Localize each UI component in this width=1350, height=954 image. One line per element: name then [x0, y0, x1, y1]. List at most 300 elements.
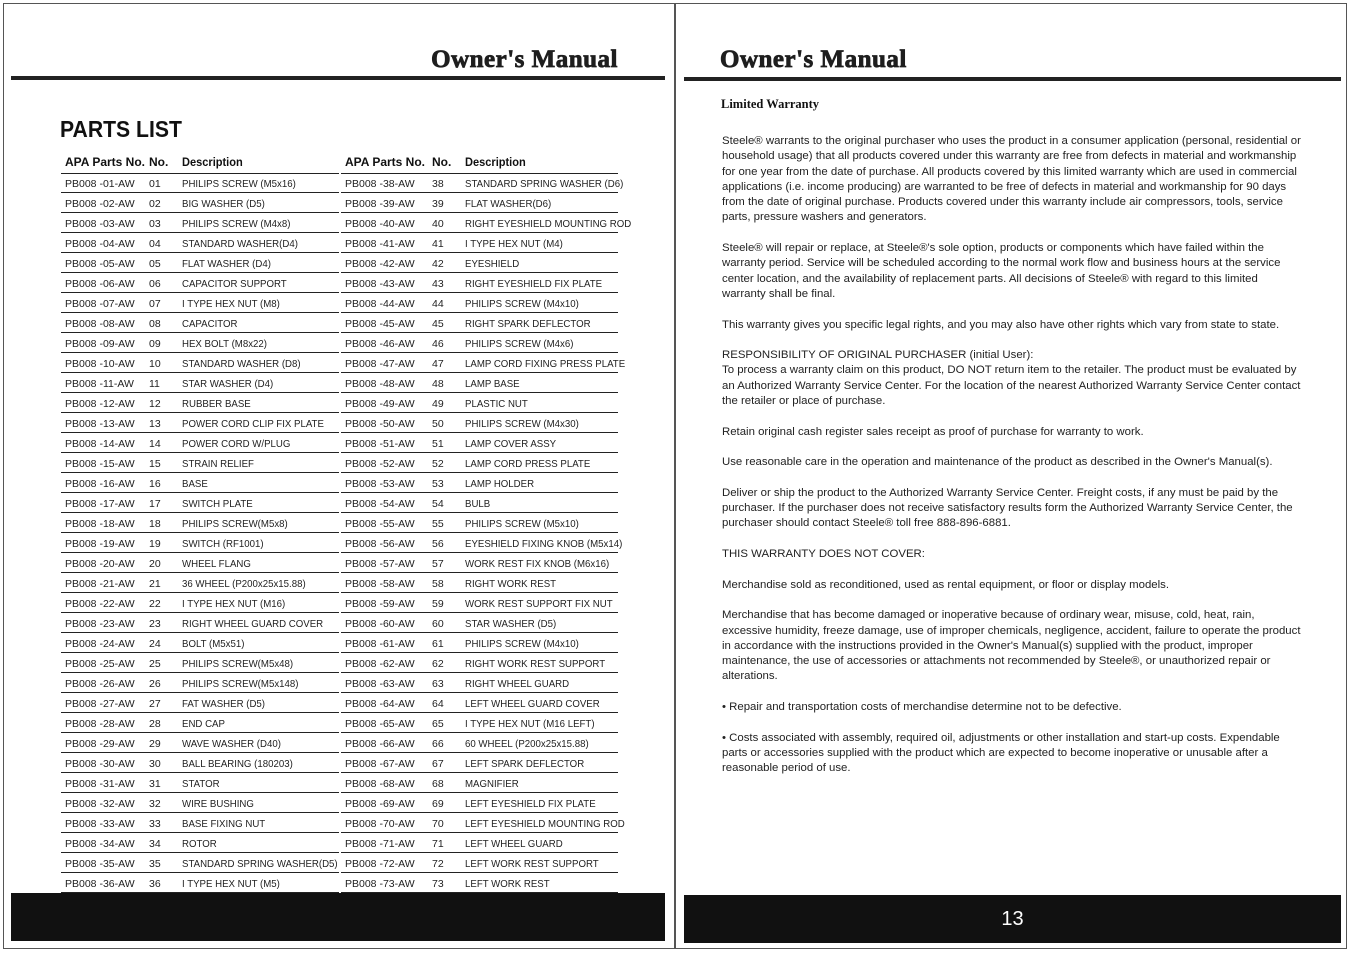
part-number-cell: PB008 -25-AW [65, 658, 135, 670]
right-header-title: Owner's Manual [720, 46, 907, 73]
warranty-paragraph: Merchandise that has become damaged or inoperative because of ordinary wear, misuse, cold, heat, rain, excessive humidity, freeze damage, use of improper chemicals, negligence, accident, failure to operate the product in accordance with the instructions provided in the Owner's Manual(s) supplied with the product, improper maintenance, the use of accessories or attachments not recommended by Steele®, or unauthorized repair or alterations. [722, 609, 1301, 683]
description-cell: PHILIPS SCREW(M5x8) [182, 518, 288, 530]
part-number-cell: PB008 -58-AW [345, 578, 415, 590]
item-number-cell: 27 [149, 698, 161, 710]
item-number-cell: 33 [149, 818, 161, 830]
page-number: 13 [1001, 908, 1024, 930]
item-number-cell: 12 [149, 398, 161, 410]
description-cell: BIG WASHER (D5) [182, 198, 265, 210]
right-page [675, 3, 1347, 949]
part-number-cell: PB008 -52-AW [345, 458, 415, 470]
table-row [341, 554, 618, 573]
table-row [341, 354, 626, 373]
warranty-paragraph: Use reasonable care in the operation and maintenance of the product as described in the Owner's Manual(s). [722, 456, 1273, 469]
part-number-cell: PB008 -63-AW [345, 678, 415, 690]
col-apa-parts-no: APA Parts No. [65, 155, 146, 169]
item-number-cell: 69 [432, 798, 444, 810]
table-row [61, 734, 339, 753]
item-number-cell: 67 [432, 758, 444, 770]
table-row [61, 774, 339, 793]
item-number-cell: 10 [149, 358, 161, 370]
description-cell: LEFT EYESHIELD FIX PLATE [465, 798, 596, 810]
item-number-cell: 22 [149, 598, 161, 610]
col-no: No. [149, 155, 169, 169]
item-number-cell: 39 [432, 198, 444, 210]
description-cell: FAT WASHER (D5) [182, 698, 266, 710]
table-row [61, 374, 339, 393]
table-row [341, 534, 623, 553]
table-row [61, 354, 339, 373]
part-number-cell: PB008 -40-AW [345, 218, 415, 230]
left-header-title: Owner's Manual [431, 46, 618, 73]
part-number-cell: PB008 -10-AW [65, 358, 135, 370]
table-row [341, 334, 618, 353]
description-cell: PHILIPS SCREW (M4x6) [465, 338, 574, 350]
col-description: Description [182, 155, 243, 169]
left-page [3, 3, 675, 949]
description-cell: PHILIPS SCREW (M5x10) [465, 518, 579, 530]
table-row [61, 554, 339, 573]
description-cell: BOLT (M5x51) [182, 638, 245, 650]
table-body [61, 174, 339, 913]
item-number-cell: 30 [149, 758, 161, 770]
table-row [341, 814, 625, 833]
part-number-cell: PB008 -41-AW [345, 238, 415, 250]
description-cell: I TYPE HEX NUT (M16 LEFT) [465, 718, 595, 730]
table-row [61, 754, 339, 773]
table-row [341, 834, 618, 853]
description-cell: STAR WASHER (D4) [182, 378, 274, 390]
part-number-cell: PB008 -30-AW [65, 758, 135, 770]
item-number-cell: 50 [432, 418, 444, 430]
col-apa-parts-no: APA Parts No. [345, 155, 426, 169]
table-row [61, 874, 339, 893]
warranty-paragraph: Merchandise sold as reconditioned, used as rental equipment, or floor or display models. [722, 578, 1170, 591]
part-number-cell: PB008 -47-AW [345, 358, 415, 370]
description-cell: LEFT EYESHIELD MOUNTING ROD [465, 818, 625, 830]
item-number-cell: 45 [432, 318, 444, 330]
table-row [341, 574, 618, 593]
part-number-cell: PB008 -35-AW [65, 858, 135, 870]
description-cell: RIGHT EYESHIELD MOUNTING ROD [465, 218, 632, 230]
part-number-cell: PB008 -34-AW [65, 838, 135, 850]
description-cell: PHILIPS SCREW (M5x16) [182, 178, 296, 190]
table-row [61, 254, 339, 273]
table-row [61, 314, 339, 333]
col-description: Description [465, 155, 526, 169]
item-number-cell: 59 [432, 598, 444, 610]
part-number-cell: PB008 -11-AW [65, 378, 134, 390]
part-number-cell: PB008 -07-AW [65, 298, 135, 310]
description-cell: BULB [465, 498, 491, 510]
table-body [341, 174, 632, 913]
description-cell: PLASTIC NUT [465, 398, 528, 410]
description-cell: STANDARD SPRING WASHER(D5) [182, 858, 338, 870]
description-cell: EYESHIELD [465, 258, 520, 270]
description-cell: PHILIPS SCREW(M5x148) [182, 678, 299, 690]
item-number-cell: 20 [149, 558, 161, 570]
item-number-cell: 49 [432, 398, 444, 410]
table-header [61, 151, 339, 174]
description-cell: FLAT WASHER(D6) [465, 198, 552, 210]
item-number-cell: 32 [149, 798, 161, 810]
part-number-cell: PB008 -45-AW [345, 318, 415, 330]
table-row [341, 414, 618, 433]
table-row [341, 194, 618, 213]
item-number-cell: 35 [149, 858, 161, 870]
item-number-cell: 18 [149, 518, 161, 530]
warranty-bullet: • Repair and transportation costs of merchandise determine not to be defective. [722, 700, 1122, 713]
table-row [341, 454, 618, 473]
table-row [61, 294, 339, 313]
description-cell: CAPACITOR SUPPORT [182, 278, 287, 290]
part-number-cell: PB008 -64-AW [345, 698, 415, 710]
item-number-cell: 21 [149, 578, 161, 590]
part-number-cell: PB008 -19-AW [65, 538, 135, 550]
table-row [341, 214, 632, 233]
warranty-paragraph: This warranty gives you specific legal rights, and you may also have other rights which vary from state to state. [722, 318, 1280, 331]
table-row [61, 794, 339, 813]
table-row [341, 594, 618, 613]
table-row [341, 374, 618, 393]
description-cell: PHILIPS SCREW (M4x30) [465, 418, 579, 430]
description-cell: RIGHT WHEEL GUARD COVER [182, 618, 324, 630]
description-cell: I TYPE HEX NUT (M8) [182, 298, 280, 310]
description-cell: EYESHIELD FIXING KNOB (M5x14) [465, 538, 623, 550]
description-cell: I TYPE HEX NUT (M16) [182, 598, 286, 610]
item-number-cell: 54 [432, 498, 444, 510]
table-row [341, 394, 618, 413]
part-number-cell: PB008 -08-AW [65, 318, 135, 330]
table-row [61, 714, 339, 733]
table-row [61, 534, 339, 553]
description-cell: WAVE WASHER (D40) [182, 738, 281, 750]
description-cell: 36 WHEEL (P200x25x15.88) [182, 578, 306, 590]
part-number-cell: PB008 -22-AW [65, 598, 135, 610]
table-row [61, 414, 339, 433]
part-number-cell: PB008 -70-AW [345, 818, 415, 830]
parts-list-title: PARTS LIST [60, 116, 182, 142]
table-row [341, 234, 618, 253]
description-cell: RUBBER BASE [182, 398, 251, 410]
table-row [341, 294, 618, 313]
item-number-cell: 62 [432, 658, 444, 670]
table-row [61, 594, 339, 613]
description-cell: WORK REST SUPPORT FIX NUT [465, 598, 613, 610]
item-number-cell: 24 [149, 638, 161, 650]
item-number-cell: 14 [149, 438, 161, 450]
part-number-cell: PB008 -43-AW [345, 278, 415, 290]
description-cell: BASE [182, 478, 208, 490]
table-row [61, 814, 339, 833]
part-number-cell: PB008 -66-AW [345, 738, 415, 750]
part-number-cell: PB008 -38-AW [345, 178, 415, 190]
part-number-cell: PB008 -53-AW [345, 478, 415, 490]
item-number-cell: 47 [432, 358, 444, 370]
description-cell: PHILIPS SCREW (M4x10) [465, 638, 579, 650]
item-number-cell: 25 [149, 658, 161, 670]
description-cell: HEX BOLT (M8x22) [182, 338, 267, 350]
part-number-cell: PB008 -72-AW [345, 858, 415, 870]
part-number-cell: PB008 -32-AW [65, 798, 135, 810]
description-cell: STANDARD SPRING WASHER (D6) [465, 178, 624, 190]
description-cell: PHILIPS SCREW (M4x10) [465, 298, 579, 310]
part-number-cell: PB008 -61-AW [345, 638, 415, 650]
part-number-cell: PB008 -05-AW [65, 258, 135, 270]
item-number-cell: 11 [149, 378, 160, 390]
table-row [341, 874, 618, 893]
table-row [341, 174, 624, 193]
right-header-rule [684, 77, 1341, 81]
description-cell: LEFT WHEEL GUARD [465, 838, 563, 850]
part-number-cell: PB008 -06-AW [65, 278, 135, 290]
item-number-cell: 34 [149, 838, 161, 850]
table-row [341, 474, 618, 493]
item-number-cell: 58 [432, 578, 444, 590]
part-number-cell: PB008 -21-AW [65, 578, 135, 590]
table-header [341, 151, 618, 174]
table-row [341, 274, 618, 293]
warranty-paragraph: RESPONSIBILITY OF ORIGINAL PURCHASER (initial User): To process a warranty claim on this product, DO NOT return item to the retailer. The product must be evaluated by an Authorized Warranty Service Center. For the location of the nearest Authorized Warranty Service Center contact the retailer or place of purchase. [722, 349, 1301, 408]
part-number-cell: PB008 -17-AW [65, 498, 135, 510]
part-number-cell: PB008 -44-AW [345, 298, 415, 310]
item-number-cell: 13 [149, 418, 161, 430]
item-number-cell: 44 [432, 298, 444, 310]
part-number-cell: PB008 -56-AW [345, 538, 415, 550]
part-number-cell: PB008 -26-AW [65, 678, 135, 690]
description-cell: STATOR [182, 778, 220, 790]
part-number-cell: PB008 -04-AW [65, 238, 135, 250]
description-cell: RIGHT WORK REST SUPPORT [465, 658, 606, 670]
table-row [61, 634, 339, 653]
item-number-cell: 23 [149, 618, 161, 630]
table-row [61, 334, 339, 353]
part-number-cell: PB008 -48-AW [345, 378, 415, 390]
part-number-cell: PB008 -68-AW [345, 778, 415, 790]
parts-table-1 [61, 151, 339, 914]
part-number-cell: PB008 -24-AW [65, 638, 135, 650]
description-cell: PHILIPS SCREW (M4x8) [182, 218, 291, 230]
table-row [341, 754, 618, 773]
table-row [61, 514, 339, 533]
part-number-cell: PB008 -14-AW [65, 438, 135, 450]
part-number-cell: PB008 -28-AW [65, 718, 135, 730]
part-number-cell: PB008 -36-AW [65, 878, 135, 890]
table-row [61, 214, 339, 233]
item-number-cell: 53 [432, 478, 444, 490]
item-number-cell: 71 [432, 838, 444, 850]
description-cell: LAMP CORD FIXING PRESS PLATE [465, 358, 626, 370]
item-number-cell: 63 [432, 678, 444, 690]
description-cell: END CAP [182, 718, 225, 730]
description-cell: STANDARD WASHER(D4) [182, 238, 298, 250]
description-cell: RIGHT WORK REST [465, 578, 557, 590]
description-cell: LAMP BASE [465, 378, 520, 390]
description-cell: ROTOR [182, 838, 217, 850]
description-cell: LAMP COVER ASSY [465, 438, 557, 450]
description-cell: LAMP HOLDER [465, 478, 535, 490]
description-cell: PHILIPS SCREW(M5x48) [182, 658, 294, 670]
table-row [341, 674, 618, 693]
part-number-cell: PB008 -20-AW [65, 558, 135, 570]
table-row [341, 654, 618, 673]
item-number-cell: 42 [432, 258, 444, 270]
description-cell: RIGHT SPARK DEFLECTOR [465, 318, 591, 330]
part-number-cell: PB008 -62-AW [345, 658, 415, 670]
item-number-cell: 52 [432, 458, 444, 470]
table-row [61, 434, 339, 453]
part-number-cell: PB008 -73-AW [345, 878, 415, 890]
table-row [341, 314, 618, 333]
table-row [61, 674, 339, 693]
description-cell: LEFT WORK REST SUPPORT [465, 858, 599, 870]
description-cell: CAPACITOR [182, 318, 238, 330]
item-number-cell: 64 [432, 698, 444, 710]
left-header-rule [11, 76, 665, 80]
item-number-cell: 55 [432, 518, 444, 530]
description-cell: LEFT WHEEL GUARD COVER [465, 698, 600, 710]
col-no: No. [432, 155, 452, 169]
item-number-cell: 31 [149, 778, 161, 790]
table-row [61, 174, 339, 193]
description-cell: POWER CORD CLIP FIX PLATE [182, 418, 324, 430]
part-number-cell: PB008 -69-AW [345, 798, 415, 810]
item-number-cell: 41 [432, 238, 444, 250]
table-row [341, 854, 618, 873]
item-number-cell: 68 [432, 778, 444, 790]
part-number-cell: PB008 -13-AW [65, 418, 135, 430]
table-row [61, 454, 339, 473]
item-number-cell: 19 [149, 538, 161, 550]
item-number-cell: 36 [149, 878, 161, 890]
part-number-cell: PB008 -15-AW [65, 458, 135, 470]
description-cell: BALL BEARING (180203) [182, 758, 293, 770]
table-row [341, 794, 618, 813]
description-cell: RIGHT WHEEL GUARD [465, 678, 570, 690]
part-number-cell: PB008 -03-AW [65, 218, 135, 230]
item-number-cell: 43 [432, 278, 444, 290]
part-number-cell: PB008 -51-AW [345, 438, 415, 450]
description-cell: LEFT SPARK DEFLECTOR [465, 758, 585, 770]
description-cell: LAMP CORD PRESS PLATE [465, 458, 591, 470]
item-number-cell: 48 [432, 378, 444, 390]
item-number-cell: 72 [432, 858, 444, 870]
part-number-cell: PB008 -33-AW [65, 818, 135, 830]
table-row [61, 834, 339, 853]
item-number-cell: 66 [432, 738, 444, 750]
part-number-cell: PB008 -27-AW [65, 698, 135, 710]
item-number-cell: 07 [149, 298, 161, 310]
part-number-cell: PB008 -49-AW [345, 398, 415, 410]
item-number-cell: 05 [149, 258, 161, 270]
part-number-cell: PB008 -31-AW [65, 778, 135, 790]
table-row [61, 194, 339, 213]
item-number-cell: 04 [149, 238, 161, 250]
left-footer-bar [11, 893, 665, 941]
description-cell: I TYPE HEX NUT (M4) [465, 238, 563, 250]
item-number-cell: 01 [149, 178, 161, 190]
item-number-cell: 61 [432, 638, 444, 650]
part-number-cell: PB008 -16-AW [65, 478, 135, 490]
table-row [341, 614, 618, 633]
part-number-cell: PB008 -23-AW [65, 618, 135, 630]
part-number-cell: PB008 -39-AW [345, 198, 415, 210]
item-number-cell: 28 [149, 718, 161, 730]
description-cell: MAGNIFIER [465, 778, 519, 790]
item-number-cell: 51 [432, 438, 444, 450]
table-row [341, 434, 618, 453]
part-number-cell: PB008 -12-AW [65, 398, 135, 410]
table-row [61, 274, 339, 293]
warranty-paragraph: Steele® warrants to the original purchaser who uses the product in a consumer application (personal, residential or household usage) that all products covered under this warranty are free from defects in material and workmanship for one year from the date of purchase. All products covered by this limited warranty which are used in commercial applications (i.e. income producing) are warranted to be free of defects in material and workmanship for 90 days from the date of original purchase. Products covered under this warranty include air compressors, tools, service parts, pressure washers and generators. [722, 135, 1301, 224]
description-cell: WIRE BUSHING [182, 798, 254, 810]
part-number-cell: PB008 -18-AW [65, 518, 135, 530]
description-cell: I TYPE HEX NUT (M5) [182, 878, 280, 890]
part-number-cell: PB008 -42-AW [345, 258, 415, 270]
table-row [341, 694, 618, 713]
item-number-cell: 09 [149, 338, 161, 350]
item-number-cell: 57 [432, 558, 444, 570]
part-number-cell: PB008 -59-AW [345, 598, 415, 610]
part-number-cell: PB008 -55-AW [345, 518, 415, 530]
table-row [61, 574, 339, 593]
table-row [61, 234, 339, 253]
item-number-cell: 16 [149, 478, 161, 490]
part-number-cell: PB008 -29-AW [65, 738, 135, 750]
warranty-paragraph: THIS WARRANTY DOES NOT COVER: [722, 548, 925, 561]
part-number-cell: PB008 -60-AW [345, 618, 415, 630]
table-row [61, 614, 339, 633]
part-number-cell: PB008 -65-AW [345, 718, 415, 730]
table-row [341, 254, 618, 273]
part-number-cell: PB008 -46-AW [345, 338, 415, 350]
item-number-cell: 65 [432, 718, 444, 730]
limited-warranty-heading: Limited Warranty [721, 97, 820, 111]
description-cell: RIGHT EYESHIELD FIX PLATE [465, 278, 603, 290]
description-cell: STAR WASHER (D5) [465, 618, 557, 630]
table-row [341, 734, 618, 753]
item-number-cell: 60 [432, 618, 444, 630]
item-number-cell: 56 [432, 538, 444, 550]
table-row [341, 774, 618, 793]
warranty-paragraph: Deliver or ship the product to the Authorized Warranty Service Center. Freight costs, if any must be paid by the purchaser. If the purchaser does not receive satisfactory results form the Authorized Warranty Service Center, the purchaser should contact Steele® toll free 888-896-6881. [722, 486, 1293, 530]
part-number-cell: PB008 -50-AW [345, 418, 415, 430]
item-number-cell: 70 [432, 818, 444, 830]
table-row [61, 694, 339, 713]
table-row [61, 654, 339, 673]
table-row [341, 634, 618, 653]
item-number-cell: 29 [149, 738, 161, 750]
part-number-cell: PB008 -71-AW [345, 838, 415, 850]
item-number-cell: 06 [149, 278, 161, 290]
description-cell: STANDARD WASHER (D8) [182, 358, 301, 370]
item-number-cell: 38 [432, 178, 444, 190]
parts-table-2 [341, 151, 632, 914]
item-number-cell: 73 [432, 878, 444, 890]
warranty-paragraph: Steele® will repair or replace, at Steele®'s sole option, products or components which have failed within the warranty period. Service will be scheduled according to the normal work flow and business hours at the service center location, and the availability of replacement parts. All decisions of Steele® with regard to this limited warranty shall be final. [722, 242, 1281, 300]
description-cell: BASE FIXING NUT [182, 818, 266, 830]
description-cell: FLAT WASHER (D4) [182, 258, 271, 270]
description-cell: STRAIN RELIEF [182, 458, 254, 470]
table-row [61, 854, 339, 873]
table-row [61, 494, 339, 513]
right-footer-bar [684, 895, 1341, 943]
item-number-cell: 02 [149, 198, 161, 210]
part-number-cell: PB008 -01-AW [65, 178, 135, 190]
item-number-cell: 17 [149, 498, 161, 510]
warranty-bullet: • Costs associated with assembly, required oil, adjustments or other installation and start-up costs. Expendable parts or accessories supplied with the product which are expected to become inoperative or unusable after a reasonable period of use. [722, 731, 1280, 775]
table-row [341, 514, 618, 533]
